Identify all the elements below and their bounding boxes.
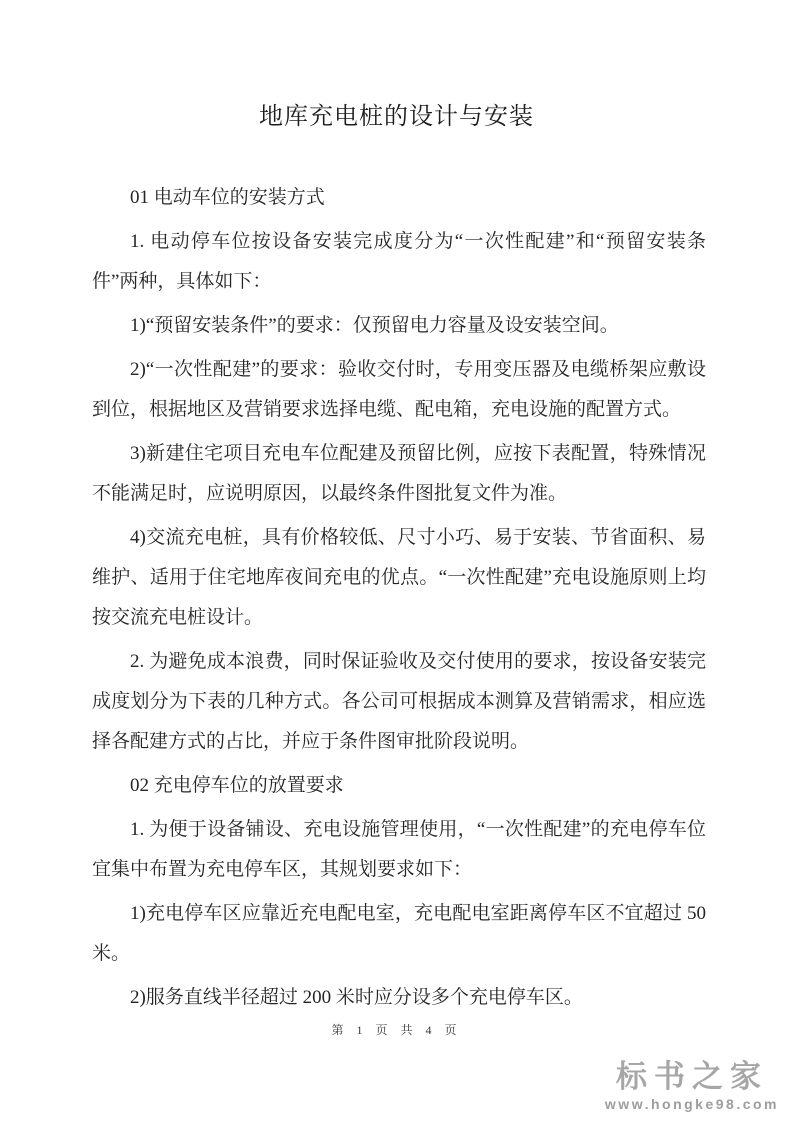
paragraph-item-2-1-2: 2)服务直线半径超过 200 米时应分设多个充电停车区。 bbox=[130, 987, 583, 1008]
paragraph-item-2-1-1: 1)充电停车区应靠近充电配电室，充电配电室距离停车区不宜超过 50 米。 bbox=[92, 903, 706, 964]
paragraph-item-1-3: 3)新建住宅项目充电车位配建及预留比例，应按下表配置，特殊情况不能满足时，应说明原因，以最终条件图批复文件为准。 bbox=[92, 443, 706, 504]
paragraph-item-2: 2. 为避免成本浪费，同时保证验收及交付使用的要求，按设备安装完成度划分为下表的几种方式。各公司可根据成本测算及营销需求，相应选择各配建方式的占比，并应于条件图审批阶段说明。 bbox=[92, 651, 706, 752]
paragraph-item-2-1: 1. 为便于设备铺设、充电设施管理使用，“一次性配建”的充电停车位宜集中布置为充电停车区，其规划要求如下： bbox=[92, 819, 706, 880]
paragraph-item-1-4: 4)交流充电桩，具有价格较低、尺寸小巧、易于安装、节省面积、易维护、适用于住宅地库夜间充电的优点。“一次性配建”充电设施原则上均按交流充电桩设计。 bbox=[92, 527, 706, 628]
paragraph-item-1-1: 1)“预留安装条件”的要求：仅预留电力容量及设安装空间。 bbox=[130, 315, 619, 336]
paragraph-section-01-heading: 01 电动车位的安装方式 bbox=[130, 187, 325, 208]
page-number: 第 1 页 共 4 页 bbox=[331, 1023, 462, 1037]
paragraph-item-1-2: 2)“一次性配建”的要求：验收交付时，专用变压器及电缆桥架应敷设到位，根据地区及营销要求选择电缆、配电箱，充电设施的配置方式。 bbox=[92, 359, 706, 420]
watermark bbox=[605, 1060, 779, 1112]
document-title: 地库充电桩的设计与安装 bbox=[259, 104, 534, 130]
watermark-url: www.hongke98.com bbox=[604, 1096, 779, 1112]
paragraph-section-02-heading: 02 充电停车位的放置要求 bbox=[130, 775, 344, 796]
document-body bbox=[92, 178, 706, 1022]
watermark-brand-logo: 标书之家 bbox=[615, 1058, 768, 1094]
paragraph-item-1: 1. 电动停车位按设备安装完成度分为“一次性配建”和“预留安装条件”两种，具体如下： bbox=[92, 231, 706, 292]
